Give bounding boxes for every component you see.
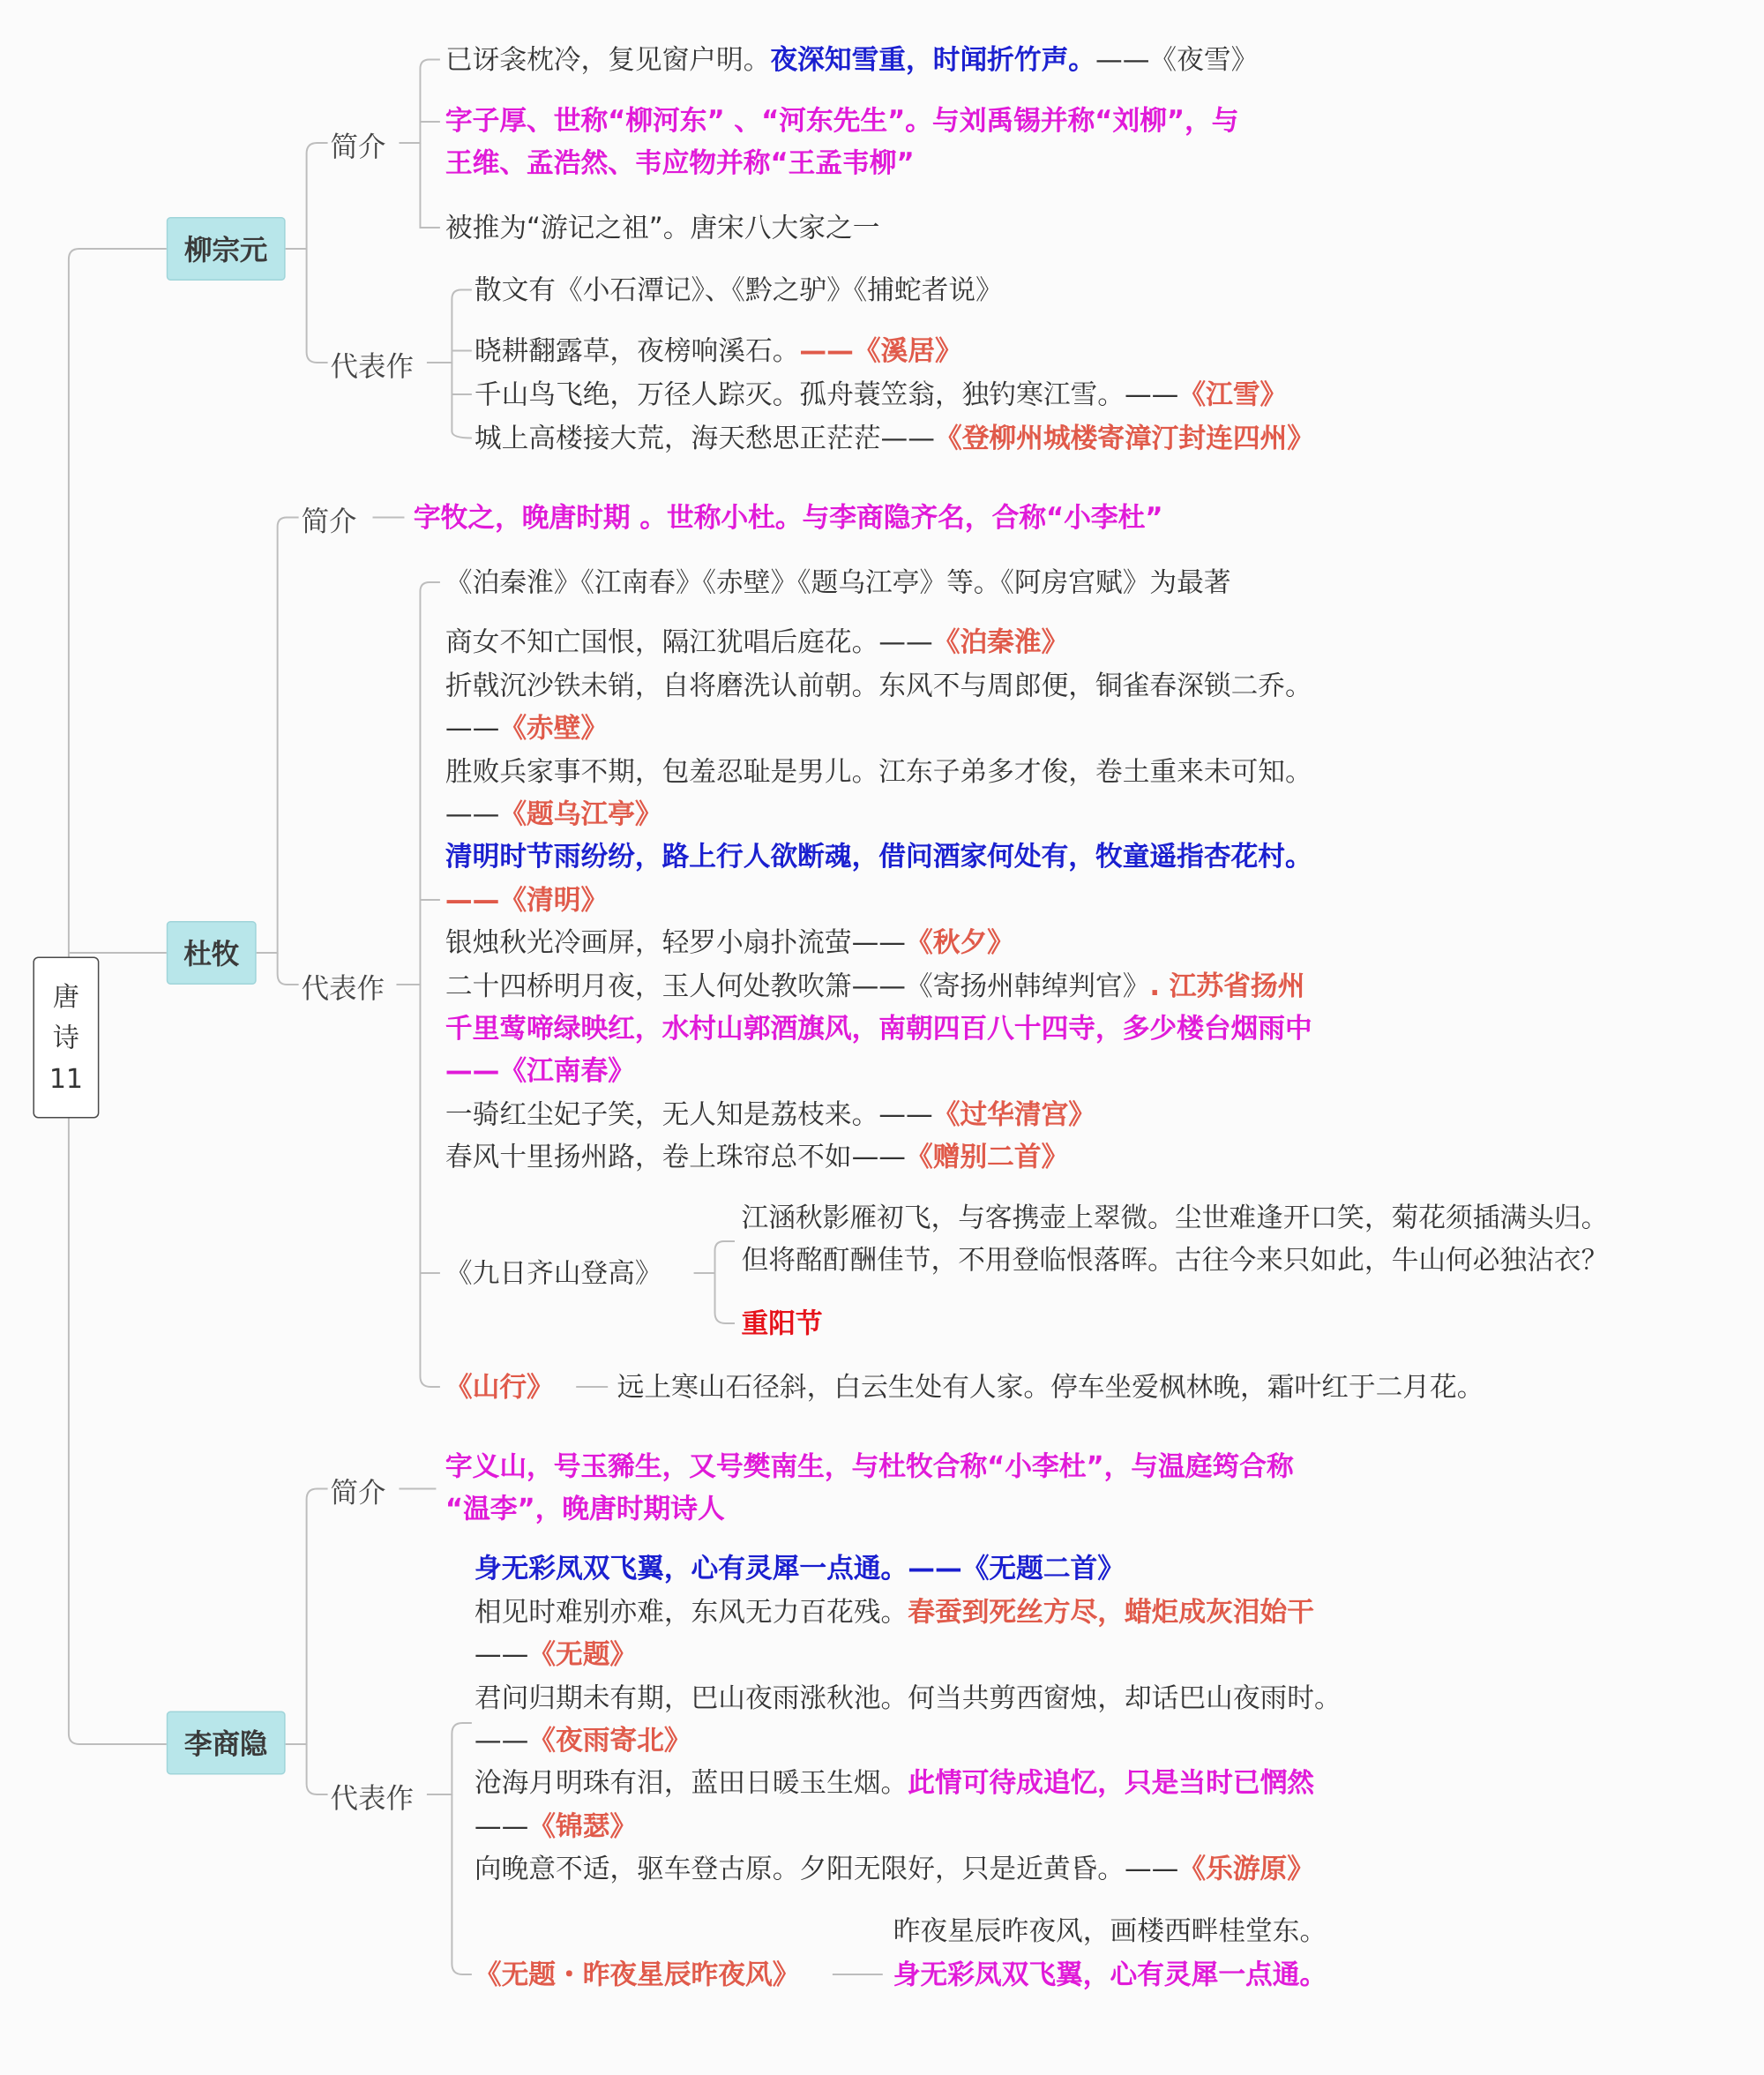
du-intro-line[interactable]: 字牧之，晚唐时期 。世称小杜。与李商隐齐名，合称“小李杜” xyxy=(413,501,1163,534)
verse: 城上高楼接大荒，海天愁思正茫茫—— xyxy=(474,422,935,454)
verse: 春风十里扬州路，卷上珠帘总不如—— xyxy=(445,1141,907,1172)
du-works-line-5-title[interactable]: ——《清明》 xyxy=(445,884,609,916)
verse-highlight: 春蚕到死丝方尽，蜡炬成灰泪始干 xyxy=(908,1596,1314,1628)
li-works-line-4[interactable] xyxy=(475,1762,1314,1806)
du-works-line-4[interactable]: 胜败兵家事不期，包羞忍耻是男儿。江东子弟多才俊，卷土重来未可知。 xyxy=(445,755,1312,788)
li-works-line-2-title[interactable] xyxy=(475,1633,637,1677)
verse: 银烛秋光冷画屏，轻罗小扇扑流萤—— xyxy=(445,926,907,958)
liu-intro-line-2[interactable]: 字子厚、世称“柳河东” 、“河东先生”。与刘禹锡并称“刘柳”，与 xyxy=(445,104,1239,137)
root-char-2: 诗 xyxy=(52,1021,79,1053)
liu-works-line-1[interactable]: 散文有《小石潭记》、《黔之驴》《捕蛇者说》 xyxy=(474,273,1003,306)
dash: —— xyxy=(474,1810,529,1842)
du-works-line-6[interactable] xyxy=(445,921,1014,965)
du-works-line-7[interactable] xyxy=(445,965,1304,1009)
root-char-1: 唐 xyxy=(52,979,79,1012)
wuti-zuoye-line-1[interactable]: 昨夜星辰昨夜风，画楼西畔桂堂东。 xyxy=(893,1914,1327,1947)
jiuri-line-1[interactable]: 江涵秋影雁初飞，与客携壶上翠微。尘世难逢开口笑，菊花须插满头归。 xyxy=(741,1202,1609,1233)
poem-title: 《赤壁》 xyxy=(499,712,609,744)
root-number: 11 xyxy=(49,1061,83,1094)
li-intro-line-2[interactable]: “温李”，晚唐时期诗人 xyxy=(445,1493,725,1524)
poet-node-li-shangyin[interactable] xyxy=(167,1712,286,1775)
works-label[interactable]: 代表作 xyxy=(330,1782,414,1815)
liu-works-line-2[interactable] xyxy=(475,330,962,374)
liu-intro-line-1[interactable] xyxy=(445,39,1258,83)
poem-title: 《题乌江亭》 xyxy=(499,798,662,830)
li-intro-line-1[interactable]: 字义山，号玉豨生，又号樊南生，与杜牧合称“小李杜”，与温庭筠合称 xyxy=(445,1450,1294,1482)
liu-works-line-3[interactable] xyxy=(475,373,1287,417)
du-works-line-9[interactable] xyxy=(445,1093,1095,1137)
wuti-zuoye-line-2[interactable]: 身无彩凤双飞翼，心有灵犀一点通。 xyxy=(893,1959,1327,1990)
verse: 千山鸟飞绝，万径人踪灭。孤舟蓑笠翁，独钓寒江雪。—— xyxy=(474,378,1179,410)
dash: —— xyxy=(445,712,500,744)
works-label[interactable]: 代表作 xyxy=(301,972,385,1005)
li-works-line-5[interactable] xyxy=(475,1847,1314,1891)
dash: —— xyxy=(474,1638,529,1670)
shanxing-line[interactable]: 远上寒山石径斜，白云生处有人家。停车坐爱枫林晚，霜叶红于二月花。 xyxy=(617,1371,1484,1403)
poem-title: ——《溪居》 xyxy=(799,334,962,367)
verse-highlight: 夜深知雪重，时闻折竹声。 xyxy=(770,43,1096,76)
du-works-line-10[interactable] xyxy=(445,1135,1068,1180)
poem-title: 《登柳州城楼寄漳汀封连四州》 xyxy=(934,422,1314,454)
verse: 相见时难别亦难，东风无力百花残。 xyxy=(474,1596,908,1628)
poem-title: 《夜雨寄北》 xyxy=(528,1724,691,1757)
jiuri-line-2[interactable]: 但将酩酊酬佳节，不用登临恨落晖。古往今来只如此，牛山何必独沾衣？ xyxy=(741,1244,1609,1276)
root-node[interactable] xyxy=(33,957,99,1119)
li-works-line-2[interactable] xyxy=(475,1591,1314,1635)
intro-label[interactable]: 简介 xyxy=(330,131,386,163)
du-works-line-3-title[interactable] xyxy=(445,707,608,751)
intro-label[interactable]: 简介 xyxy=(330,1477,386,1509)
du-works-line-5[interactable]: 清明时节雨纷纷，路上行人欲断魂，借问酒家何处有，牧童遥指杏花村。 xyxy=(445,840,1312,873)
li-works-line-1[interactable]: 身无彩凤双飞翼，心有灵犀一点通。——《无题二首》 xyxy=(474,1552,1125,1584)
poem-title: ——《夜雪》 xyxy=(1095,43,1259,76)
verse: 向晚意不适，驱车登古原。夕阳无限好，只是近黄昏。—— xyxy=(474,1853,1179,1884)
poem-title: 《无题》 xyxy=(528,1638,638,1670)
verse: 晓耕翻露草，夜榜响溪石。 xyxy=(474,334,800,367)
li-works-line-3[interactable]: 君问归期未有期，巴山夜雨涨秋池。何当共剪西窗烛，却话巴山夜雨时。 xyxy=(474,1682,1342,1714)
du-works-line-1[interactable]: 《泊秦淮》《江南春》《赤壁》《题乌江亭》等。《阿房宫赋》为最著 xyxy=(445,566,1231,598)
verse: 已讶衾枕冷，复见窗户明。 xyxy=(445,43,771,76)
place-note: . 江苏省扬州 xyxy=(1149,970,1305,1002)
li-works-line-4-title[interactable] xyxy=(475,1805,637,1849)
du-works-line-2[interactable] xyxy=(445,621,1068,665)
li-works-line-3-title[interactable] xyxy=(475,1719,691,1764)
du-works-line-4-title[interactable] xyxy=(445,793,662,837)
verse-highlight: 此情可待成追忆，只是当时已惘然 xyxy=(908,1766,1314,1799)
verse: 沧海月明珠有泪，蓝田日暖玉生烟。 xyxy=(474,1766,908,1799)
dash: —— xyxy=(474,1724,529,1757)
du-works-line-8-title[interactable]: ——《江南春》 xyxy=(445,1054,635,1087)
jiuri-festival[interactable]: 重阳节 xyxy=(741,1307,823,1339)
du-works-line-8[interactable]: 千里莺啼绿映红，水村山郭酒旗风，南朝四百八十四寺，多少楼台烟雨中 xyxy=(445,1012,1312,1045)
verse: 一骑红尘妃子笑，无人知是荔枝来。—— xyxy=(445,1098,933,1130)
poem-title: 《乐游原》 xyxy=(1178,1853,1314,1884)
poem-title: 《秋夕》 xyxy=(906,926,1014,958)
wuti-zuoye-title[interactable]: 《无题・昨夜星辰昨夜风》 xyxy=(474,1959,800,1990)
dash: —— xyxy=(445,798,500,830)
verse: 二十四桥明月夜，玉人何处教吹箫——《寄扬州韩绰判官》 xyxy=(445,970,1150,1002)
poet-node-liu-zongyuan[interactable] xyxy=(167,217,286,281)
poem-title: 《锦瑟》 xyxy=(528,1810,638,1842)
shanxing-title[interactable]: 《山行》 xyxy=(445,1371,554,1403)
liu-intro-line-4[interactable]: 被推为“游记之祖”。唐宋八大家之一 xyxy=(445,212,880,243)
liu-works-line-4[interactable] xyxy=(475,417,1314,461)
intro-label[interactable]: 简介 xyxy=(301,506,357,537)
poem-title: 《江雪》 xyxy=(1178,378,1288,410)
poet-name: 柳宗元 xyxy=(183,234,268,266)
poet-node-du-mu[interactable] xyxy=(167,921,257,985)
jiuri-title[interactable]: 《九日齐山登高》 xyxy=(445,1257,662,1289)
verse: 商女不知亡国恨，隔江犹唱后庭花。—— xyxy=(445,625,933,658)
poem-title: 《过华清宫》 xyxy=(932,1098,1096,1130)
liu-intro-line-3[interactable]: 王维、孟浩然、韦应物并称“王孟韦柳” xyxy=(445,146,915,179)
poet-name: 杜牧 xyxy=(183,938,240,970)
poem-title: 《泊秦淮》 xyxy=(932,625,1069,658)
poet-name: 李商隐 xyxy=(183,1728,268,1760)
works-label[interactable]: 代表作 xyxy=(330,350,414,383)
poem-title: 《赠别二首》 xyxy=(906,1141,1069,1172)
du-works-line-3[interactable]: 折戟沉沙铁未销，自将磨洗认前朝。东风不与周郎便，铜雀春深锁二乔。 xyxy=(445,670,1312,701)
